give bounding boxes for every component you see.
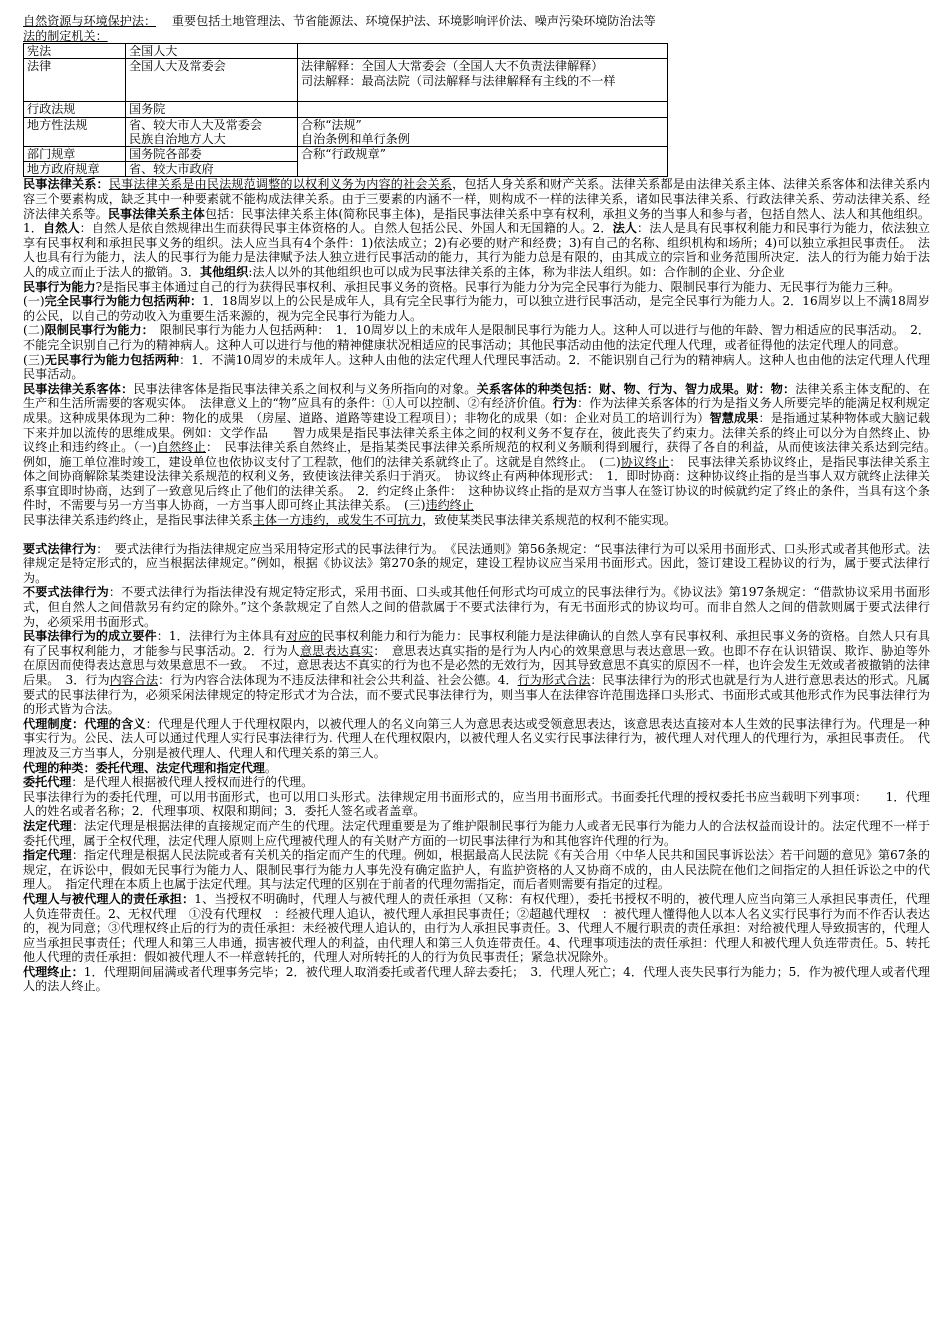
underlined-text: 民事法律关系是由民法规范调整的以权利义务为内容的社会关系 (108, 177, 453, 192)
text: ： 要式法律行为指法律规定应当采用特定形式的民事法律行为。 《民法通则》第56条规定：“民事法律行为可以采用书面形式、口头形式或者其他形式。法律规定是特定形式的，应当根据法律规定。”例如，根据《协议法》第270条的规定，建设工程协议应当采用书面形式。因此，签订建设工程协议的行为，属于要式法律行为。 (23, 541, 930, 585)
text: 法律关系主体支配的、在生产和生活所需要的客观实体。 法律意义上的“物”应具有的条件：①人可以控制、②有经济价值。 (23, 381, 930, 411)
validity-requirements-paragraph (23, 629, 930, 717)
law-cell: 地方性法规 (24, 117, 126, 146)
underlined-text: 对应的 (285, 629, 323, 644)
full-capacity-paragraph (23, 294, 930, 323)
underlined-text: 主体一方违约，或发生不可抗力 (252, 513, 423, 528)
limited-capacity-paragraph (23, 323, 930, 352)
heading: 民事法律关系： (23, 177, 109, 192)
text: ： 民事法律关系协议终止，是指民事法律关系主体之间协商解除某类建设法律关系规范的权利义务，致使该法律关系归于消灭。 协议终止有两种体现形式： 1．即时协商：这种协议终止指的是当事人双方就终止法律关系事宜即时协商，达到了一致意见后终止了他们的法律关系。 2．约定终止条件： 这种协议终止指的是双方当事人在签订协议的时候就约定了终止的条件，当具有这个条件时，不需要与另一方当事人协商，一方当事人即可终止其法律关系。 (三) (23, 454, 930, 513)
object-paragraph (23, 381, 943, 513)
text: 民事法律客体是指民事法律关系之间权利与义务所指向的对象。 (133, 381, 477, 396)
heading: 民事行为能力 (23, 279, 96, 294)
text: ：法定代理是根据法律的直接规定而产生的代理。法定代理重要是为了维护限制民事行为能力人或者无民事行为能力人的合法权益而设计的。法定代理不一样于委托代理，属于全权代理，法定代理人原则上应代理被代理人的有关财产方面的一切民事法律行为和其他容许代理的行为。 (23, 818, 930, 848)
text: ： 意思表达真实指的是行为人内心的效果意思与表达意思一致。也即不存在认识错误、欺诈、胁迫等外在原因而使得表达意思与效果意思不一致。 不过，意思表达不真实的行为也不是必然的无效行为，因其导致意思不真实的原因不一样，也许会发生无效或者被撤销的法律后果。 3．行为 (23, 643, 930, 687)
underlined-text: 协议终止 (620, 454, 670, 469)
spacer (23, 528, 930, 542)
table-row (24, 44, 668, 59)
law-cell: 部门规章 (24, 147, 126, 162)
text: ：代理是代理人于代理权限内，以被代理人的名义向第三人为意思表达或受领意思表达，该意思表达直接对本人生效的民事法律行为。代理是一种事实行为。公民、法人可以通过代理人实行民事法律行为. 代理人在代理权限内，以被代理人名义实行民事法律行为，被代理人对代理人的代理行为，承担民事责任。 代理波及三方当事人，分别是被代理人、代理人和代理关系的第三人。 (23, 716, 930, 760)
text: 。 (264, 760, 277, 775)
text: ：民事法律行为的形式也就是行为人进行意思表达的形式。凡属要式的民事法律行为，必须采闲法律规定的特定形式才为合法，而不要式民事法律行为，则当事人在法律容许范围选择口头形式、书面形式或其他形式作为民事法律行为的形式皆为合法。 (23, 673, 930, 717)
informal-act-paragraph (23, 585, 930, 629)
table-row (24, 147, 668, 162)
text: (一) (23, 294, 45, 309)
heading: 指定代理 (23, 848, 72, 863)
text: ：不要式法律行为指法律没有规定特定形式，采用书面、口头或其他任何形式均可成立的民事法律行为。《协议法》第197条规定：“借款协议采用书面形式，但自然人之间借款另有约定的除外。”这个条款规定了自然人之间的借款属于不要式法律行为，有无书面形式的协议均可。而非自然人之间的借款则属于要式法律行为，必须采用书面形式。 (23, 585, 930, 629)
law-cell: 地方政府规章 (24, 162, 126, 177)
table-row (24, 59, 668, 102)
text: ：1．法律行为主体具有 (156, 629, 286, 644)
text: 1、当授权不明确时，代理人与被代理人的责任承担（又称：有权代理），委托书授权不明的，被代理人应当向第三人承担民事责任，代理人负连带责任。2、无权代理 ①没有代理权 ：经被代理人追认，被代理人承担民事责任；②超越代理权 ：被代理人懂得他人以本人名义实行民事行为而不作否认表达的，视为同意；③代理权终止后的行为的责任承担：未经被代理人追认的，由行为人承担民事责任。3、代理人不履行职责的责任承担：对给被代理人导致损害的，代理人应当承担民事责任；代理人和第三人串通，损害被代理人的利益，由代理人和第三人负连带责任。4、代理事项违法的责任承担：代理人和被代理人负连带责任。5、转托他人代理的责任承担：假如被代理人不一样意转托的，代理人对所转托的人的行为负民事责任；紧急状况除外。 (23, 891, 930, 965)
heading: 民事法律行为的成立要件 (23, 629, 157, 644)
note-cell: 合称“法规” 自治条例和单行条例 (298, 117, 668, 146)
breach-termination-paragraph (23, 513, 930, 528)
underlined-text: 违约终止 (425, 498, 474, 513)
organ-cell: 省、较大市人大及常委会 民族自治地方人大 (126, 117, 298, 146)
text: ：是代理人根据被代理人授权而进行的代理。 (71, 775, 314, 790)
heading: 要式法律行为 (23, 541, 97, 556)
organ-cell: 国务院各部委 (126, 147, 298, 162)
note-cell (298, 44, 668, 59)
agency-types-paragraph (23, 761, 930, 776)
heading: 限制民事行为能力： (44, 323, 148, 338)
text: (三) (23, 352, 45, 367)
law-organs-table (23, 43, 668, 177)
text: :法人以外的其他组织也可以成为民事法律关系的主体，称为非法人组织。如：合作制的企业、分企业 (248, 264, 785, 279)
heading: 法人 (612, 221, 638, 236)
agency-definition-paragraph (23, 717, 930, 761)
intro-label: 自然资源与环境保护法： (23, 14, 157, 28)
organ-cell: 国务院 (126, 102, 298, 117)
text: 民事权利能力和行为能力：民事权利能力是法律确认的自然人享有民事权利、承担民事义务的资格。自然人只有具有了民事权利能力，才能参与民事活动。2．行为人 (23, 629, 930, 658)
capacity-paragraph (23, 280, 930, 295)
heading: 其他组织 (200, 264, 249, 279)
heading: 智慧成果 (709, 410, 759, 425)
heading: 完全民事行为能力包括两种： (44, 294, 203, 309)
text: ：行为内容合法体现为不违反法律和社会公共利益、社会公德。4． (158, 673, 518, 687)
text: 包括：民事法律关系主体(简称民事主体)，是指民事法律关系中享有权利，承担义务的当事人和参与者，包括自然人、法人和其他组织。1． (23, 206, 930, 236)
heading: 委托代理 (23, 775, 72, 790)
heading: 民事法律关系主体 (107, 206, 205, 221)
text: 民事法律关系违约终止，是指民事法律关系 (23, 513, 253, 528)
law-cell: 行政法规 (24, 102, 126, 117)
heading: 自然人 (43, 221, 80, 236)
heading: 代理人与被代理人的责任承担： (23, 891, 195, 906)
text: 1．代理期间届满或者代理事务完毕；2．被代理人取消委托或者代理人辞去委托； 3．代理人死亡；4．代理人丧失民事行为能力；5．作为被代理人或者代理人的法人终止。 (23, 964, 930, 994)
text: ：法人是具有民事权利能力和民事行为能力，依法独立享有民事权利和承担民事义务的组织。法人应当具有4个条件：1)依法成立；2)有必要的财产和经费；3)有自己的名称、组织机构和场所；4)可以独立承担民事责任。 法人也具有行为能力，法人的民事行为能力是法律赋予法人独立进行民事活动的能力，其行为能力总是有限的，由其成立的宗旨和业务范围所决定．法人的行为能力始于法人的成立而止于法人的撤销。3． (23, 221, 930, 279)
law-cell: 宪法 (24, 44, 126, 59)
note-cell (298, 102, 668, 117)
heading: 关系客体的种类包括：财、物、行为、智力成果。财：物： (476, 381, 796, 396)
note-cell: 合称“行政规章” (298, 147, 668, 177)
table-row (24, 117, 668, 146)
heading: 代理终止： (23, 964, 84, 979)
text: ：作为法律关系客体的行为是指义务人所要完毕的能满足权利规定成果。这种成果体现为二种：物化的成果 （房屋、道路、道路等建设工程项目）；非物化的成果（如：企业对员工的培训行为） (23, 396, 930, 425)
text: ，致使某类民事法律关系规范的权利不能实现。 (422, 513, 677, 528)
heading: 代理制度：代理的含义 (23, 716, 146, 731)
law-cell: 法律 (24, 59, 126, 102)
underlined-text: 内容合法 (109, 673, 159, 687)
table-row (24, 102, 668, 117)
statutory-agency-paragraph (23, 819, 930, 848)
underlined-text: 行为形式合法 (517, 673, 591, 687)
heading: 不要式法律行为 (23, 585, 109, 600)
heading: 法定代理 (23, 818, 73, 833)
text: 1．18周岁以上的公民是成年人，具有完全民事行为能力，可以独立进行民事活动，是完全民事行为能力人。2．16周岁以上不满18周岁的公民，以自己的劳动收入为重要生活来源的，视为完全民事行为能力人。 (23, 294, 930, 323)
text: 限制民事行为能力人包括两种： 1．10周岁以上的未成年人是限制民事行为能力人。这种人可以进行与他的年龄、智力相适应的民事活动。 2．不能完全识别自己行为的精神病人。这种人可以进行与他的精神健康状况相适应的民事活动；其他民事活动由他的法定代理人代理，或者征得他的法定代理人的同意。 (23, 323, 931, 352)
entrusted-agency-paragraph (23, 775, 930, 790)
text: ：1．不满10周岁的未成年人。这种人由他的法定代理人代理民事活动。2．不能识别自己行为的精神病人。这种人也由他的法定代理人代理民事活动。 (23, 352, 931, 382)
underlined-text: 自然终止 (156, 440, 206, 455)
text: ：是指通过某种物体或大脑记载下来并加以流传的思维成果。例如：文学作品 智力成果是指民事法律关系主体之间的权利义务不复存在，彼此丧失了约束力。法律关系的终止可以分为自然终止、协议终止和违约终止。（一) (23, 410, 930, 455)
text: ： 民事法律关系自然终止，是指某类民事法律关系所规范的权利义务顺利得到履行，获得了各自的利益，从而使该法律关系达到完结。 例如，施工单位准时竣工，建设单位也依协议支付了工程款，他们的法律关系就终止了。这就是自然终止。 (二) (23, 440, 943, 469)
text: 民事法律行为的委托代理，可以用书面形式，也可以用口头形式。法律规定用书面形式的，应当用书面形式。书面委托代理的授权委托书应当载明下列事项： 1．代理人的姓名或者名称；2．代理事项、权限和期间；3．委托人签名或者盖章。 (23, 789, 930, 819)
heading: 无民事行为能力包括两种 (44, 352, 180, 367)
formal-act-paragraph (23, 542, 930, 586)
entrusted-agency-detail-paragraph (23, 790, 930, 819)
intro-line (23, 14, 930, 29)
text: ：自然人是依自然规律出生而获得民事主体资格的人。自然人包括公民、外国人和无国籍的人。2． (79, 221, 613, 236)
organ-cell: 全国人大 (126, 44, 298, 59)
note-cell: 法律解释：全国人大常委会（全国人大不负责法律解释） 司法解释：最高法院（司法解释与法律解释有主线的不一样 (298, 59, 668, 102)
heading: 代理的种类：委托代理、法定代理和指定代理 (23, 760, 265, 775)
text: ：指定代理是根据人民法院或者有关机关的指定而产生的代理。例如，根据最高人民法院《有关合用〈中华人民共和国民事诉讼法〉若干问题的意见》第67条的规定，在诉讼中，假如无民事行为能力人、限制民事行为能力人事先没有确定监护人，有监护资格的人又协商不成的，由人民法院在他们之间指定的人担任诉讼之中的代理人。 指定代理在本质上也属于法定代理。其与法定代理的区别在于前者的代理勿需指定，而后者则需要有指定的过程。 (23, 848, 930, 892)
text: (二) (23, 323, 45, 338)
underlined-text: 意思表达真实 (300, 643, 374, 658)
no-capacity-paragraph (23, 353, 930, 382)
intro-text: 重要包括土地管理法、节省能源法、环境保护法、环境影响评价法、噪声污染环境防治法等 (171, 14, 656, 28)
text: ，包括人身关系和财产关系。法律关系都是由法律关系主体、法律关系客体和法律关系内容三个要素构成，缺乏其中一种要素就不能构成法律关系。由于三要素的内涵不一样，则构成不一样的法律关系，诸如民事法律关系、行政法律关系、劳动法律关系、经济法律关系等。 (23, 177, 930, 221)
text: ?是指民事主体通过自己的行为获得民事权利、承担民事义务的资格。民事行为能力分为完全民事行为能力、限制民事行为能力、无民事行为能力三种。 (95, 279, 901, 294)
civil-legal-relation-paragraph (23, 177, 930, 279)
organ-cell: 省、较大市政府 (126, 162, 298, 177)
agency-termination-paragraph (23, 965, 930, 994)
heading: 民事法律关系客体： (23, 381, 134, 396)
organ-cell: 全国人大及常委会 (126, 59, 298, 102)
liability-paragraph (23, 892, 930, 965)
designated-agency-paragraph (23, 848, 930, 892)
heading: 行为 (552, 396, 578, 411)
organs-title: 法的制定机关： (23, 28, 108, 43)
